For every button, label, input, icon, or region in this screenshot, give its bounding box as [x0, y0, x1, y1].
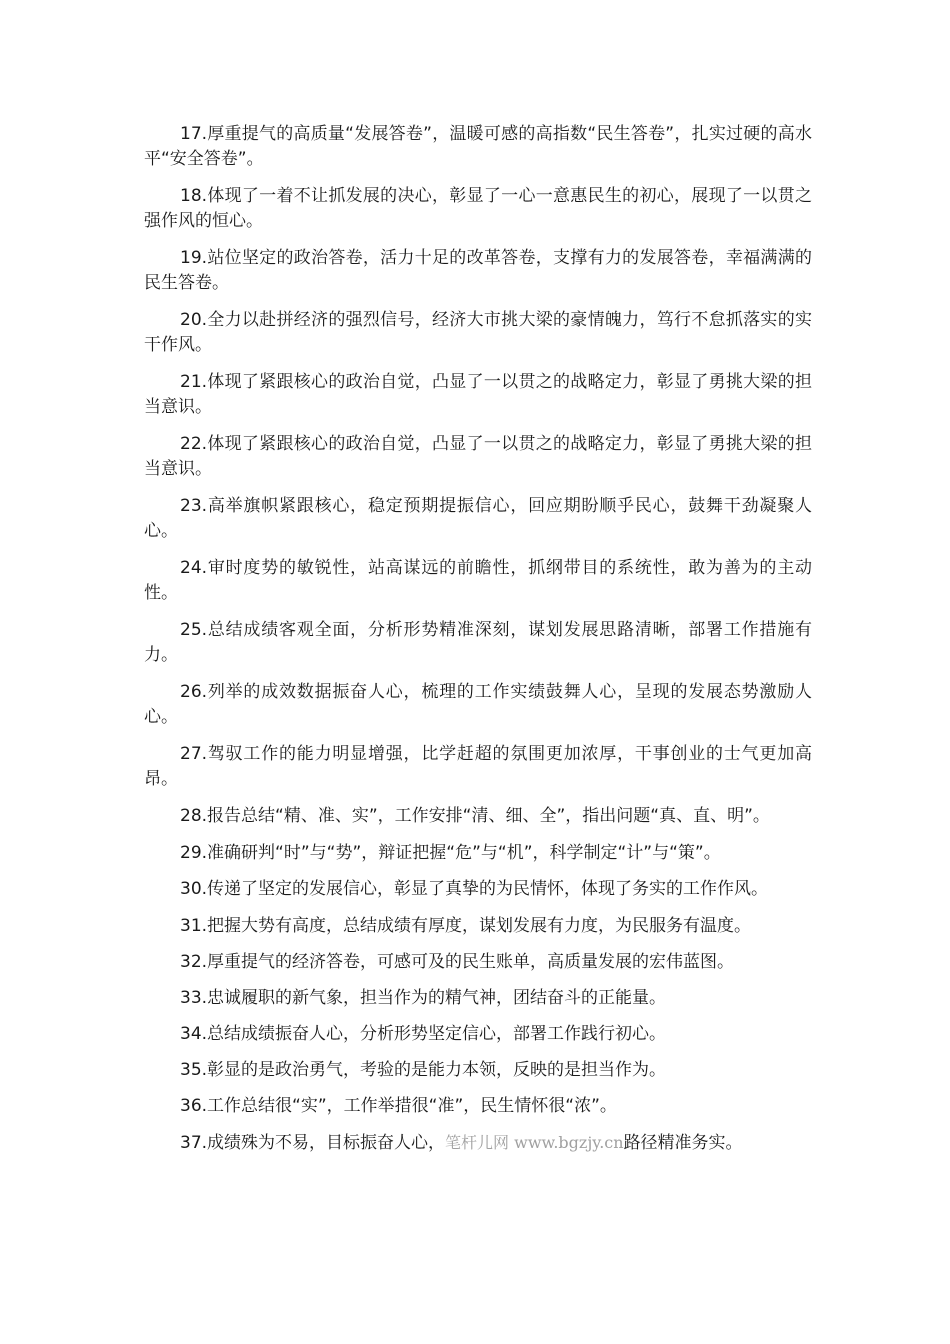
list-item-32: [144, 950, 812, 975]
item-text: 驾驭工作的能力明显增强，比学赶超的氛围更加浓厚，干事创业的士气更加高昂。: [144, 744, 812, 789]
item-number: 31.: [180, 916, 208, 936]
item-number: 26.: [180, 682, 208, 702]
list-item-27: [144, 742, 812, 792]
item-text: 列举的成效数据振奋人心，梳理的工作实绩鼓舞人心，呈现的发展态势激励人心。: [144, 682, 812, 727]
item-number: 28.: [180, 806, 208, 826]
list-item-36: [144, 1094, 812, 1119]
list-item-34: [144, 1022, 812, 1047]
item-text: 传递了坚定的发展信心，彰显了真挚的为民情怀，体现了务实的工作作风。: [207, 879, 769, 899]
item-text: 报告总结“精、准、实”，工作安排“清、细、全”，指出问题“真、直、明”。: [207, 806, 770, 826]
list-item-21: [144, 370, 812, 420]
item-text: 体现了一着不让抓发展的决心，彰显了一心一意惠民生的初心，展现了一以贯之强作风的恒心。: [144, 186, 812, 231]
list-item-24: [144, 556, 812, 606]
list-item-31: [144, 914, 812, 939]
item-number: 20.: [180, 310, 208, 330]
item-number: 27.: [180, 744, 208, 764]
item-number: 36.: [180, 1096, 208, 1116]
item-number: 32.: [180, 952, 208, 972]
item-text: 工作总结很“实”，工作举措很“准”，民生情怀很“浓”。: [207, 1096, 617, 1116]
item-text: 体现了紧跟核心的政治自觉，凸显了一以贯之的战略定力，彰显了勇挑大梁的担当意识。: [144, 372, 812, 417]
item-number: 19.: [180, 248, 208, 268]
list-item-26: [144, 680, 812, 730]
watermark-text: 笔杆儿网 www.bgzjy.cn: [445, 1133, 624, 1152]
item-number: 35.: [180, 1060, 208, 1080]
list-item-17: [144, 122, 812, 172]
item-number: 29.: [180, 843, 208, 863]
list-item-35: [144, 1058, 812, 1083]
item-number: 23.: [180, 496, 208, 516]
list-item-20: [144, 308, 812, 358]
item-number: 18.: [180, 186, 208, 206]
list-item-33: [144, 986, 812, 1011]
list-item-37: [144, 1130, 812, 1156]
item-number: 33.: [180, 988, 208, 1008]
item-number: 24.: [180, 558, 208, 578]
item-number: 25.: [180, 620, 208, 640]
item-text: 彰显的是政治勇气，考验的是能力本领，反映的是担当作为。: [207, 1060, 667, 1080]
list-item-19: [144, 246, 812, 296]
item-text: 成绩殊为不易，目标振奋人心，: [207, 1133, 446, 1153]
list-item-18: [144, 184, 812, 234]
list-item-23: [144, 494, 812, 544]
item-text: 体现了紧跟核心的政治自觉，凸显了一以贯之的战略定力，彰显了勇挑大梁的担当意识。: [144, 434, 812, 479]
item-number: 30.: [180, 879, 208, 899]
item-number: 34.: [180, 1024, 208, 1044]
item-text: 审时度势的敏锐性，站高谋远的前瞻性，抓纲带目的系统性，敢为善为的主动性。: [144, 558, 812, 603]
item-text: 厚重提气的经济答卷，可感可及的民生账单，高质量发展的宏伟蓝图。: [207, 952, 735, 972]
item-text: 高举旗帜紧跟核心，稳定预期提振信心，回应期盼顺乎民心，鼓舞干劲凝聚人心。: [144, 496, 812, 541]
item-text: 准确研判“时”与“势”，辩证把握“危”与“机”，科学制定“计”与“策”。: [207, 843, 721, 863]
list-item-25: [144, 618, 812, 668]
item-text: 总结成绩振奋人心，分析形势坚定信心，部署工作践行初心。: [207, 1024, 667, 1044]
item-text: 站位坚定的政治答卷，活力十足的改革答卷，支撑有力的发展答卷，幸福满满的民生答卷。: [144, 248, 812, 293]
item-text: 忠诚履职的新气象，担当作为的精气神，团结奋斗的正能量。: [207, 988, 667, 1008]
list-item-29: [144, 841, 812, 866]
list-item-22: [144, 432, 812, 482]
document-body: [144, 122, 812, 1167]
item-text: 厚重提气的高质量“发展答卷”，温暖可感的高指数“民生答卷”，扎实过硬的高水平“安全答卷”。: [144, 124, 812, 169]
item-number: 37.: [180, 1133, 208, 1153]
item-number: 17.: [180, 124, 208, 144]
item-number: 22.: [180, 434, 208, 454]
list-item-30: [144, 877, 812, 902]
list-item-28: [144, 804, 812, 829]
item-text: 全力以赴拼经济的强烈信号，经济大市挑大梁的豪情魄力，笃行不怠抓落实的实干作风。: [144, 310, 812, 355]
item-number: 21.: [180, 372, 208, 392]
item-text: 路径精准务实。: [623, 1133, 743, 1153]
item-text: 总结成绩客观全面，分析形势精准深刻，谋划发展思路清晰，部署工作措施有力。: [144, 620, 812, 665]
item-text: 把握大势有高度，总结成绩有厚度，谋划发展有力度，为民服务有温度。: [207, 916, 752, 936]
